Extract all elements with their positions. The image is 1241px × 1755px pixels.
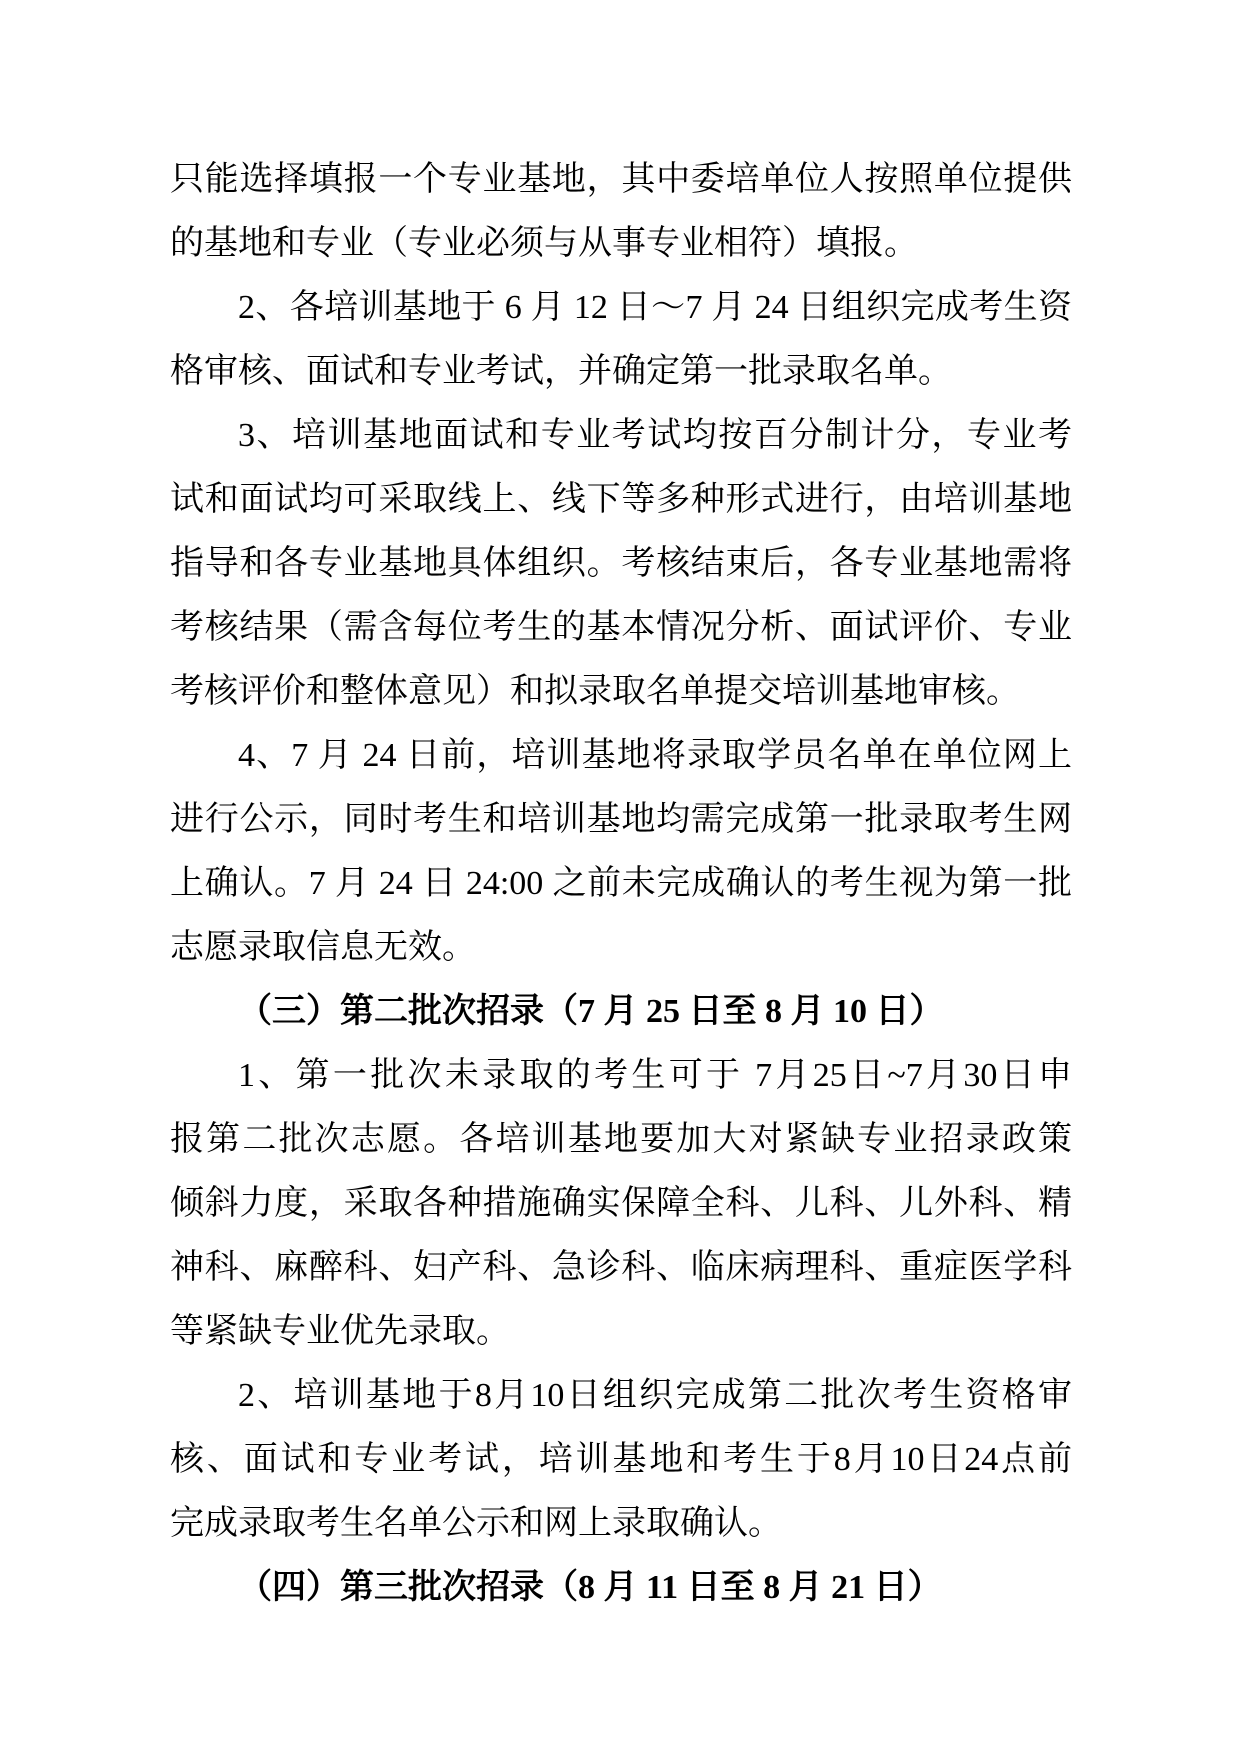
body-line: 的基地和专业（专业必须与从事专业相符）填报。 [170, 225, 918, 262]
body-line: 试和面试均可采取线上、线下等多种形式进行，由培训基地 [170, 481, 1072, 518]
body-line: 等紧缺专业优先录取。 [170, 1313, 510, 1350]
body-line: 4、7 月 24 日前，培训基地将录取学员名单在单位网上 [238, 737, 1072, 774]
document-text-block [170, 148, 1072, 1620]
body-line: 倾斜力度，采取各种措施确实保障全科、儿科、儿外科、精 [170, 1185, 1072, 1222]
body-line: 考核评价和整体意见）和拟录取名单提交培训基地审核。 [170, 673, 1020, 710]
body-line: 格审核、面试和专业考试，并确定第一批录取名单。 [170, 353, 952, 390]
section-heading: （三）第二批次招录（7 月 25 日至 8 月 10 日） [238, 993, 944, 1030]
body-line: 核、面试和专业考试，培训基地和考生于8月10日24点前 [170, 1441, 1072, 1478]
body-line: 报第二批次志愿。各培训基地要加大对紧缺专业招录政策 [170, 1121, 1072, 1158]
body-line: 志愿录取信息无效。 [170, 929, 476, 966]
section-heading: （四）第三批次招录（8 月 11 日至 8 月 21 日） [238, 1569, 942, 1606]
body-line: 考核结果（需含每位考生的基本情况分析、面试评价、专业 [170, 609, 1072, 646]
body-line: 只能选择填报一个专业基地，其中委培单位人按照单位提供 [170, 161, 1072, 198]
body-line: 指导和各专业基地具体组织。考核结束后，各专业基地需将 [170, 545, 1072, 582]
body-line: 进行公示，同时考生和培训基地均需完成第一批录取考生网 [170, 801, 1072, 838]
body-line: 2、培训基地于8月10日组织完成第二批次考生资格审 [238, 1377, 1072, 1414]
body-line: 2、各培训基地于 6 月 12 日～7 月 24 日组织完成考生资 [238, 289, 1072, 326]
body-line: 1、第一批次未录取的考生可于 7月25日~7月30日申 [238, 1057, 1072, 1094]
body-line: 上确认。7 月 24 日 24:00 之前未完成确认的考生视为第一批 [170, 865, 1072, 902]
body-line: 完成录取考生名单公示和网上录取确认。 [170, 1505, 782, 1542]
body-line: 神科、麻醉科、妇产科、急诊科、临床病理科、重症医学科 [170, 1249, 1072, 1286]
body-line: 3、培训基地面试和专业考试均按百分制计分，专业考 [238, 417, 1072, 454]
